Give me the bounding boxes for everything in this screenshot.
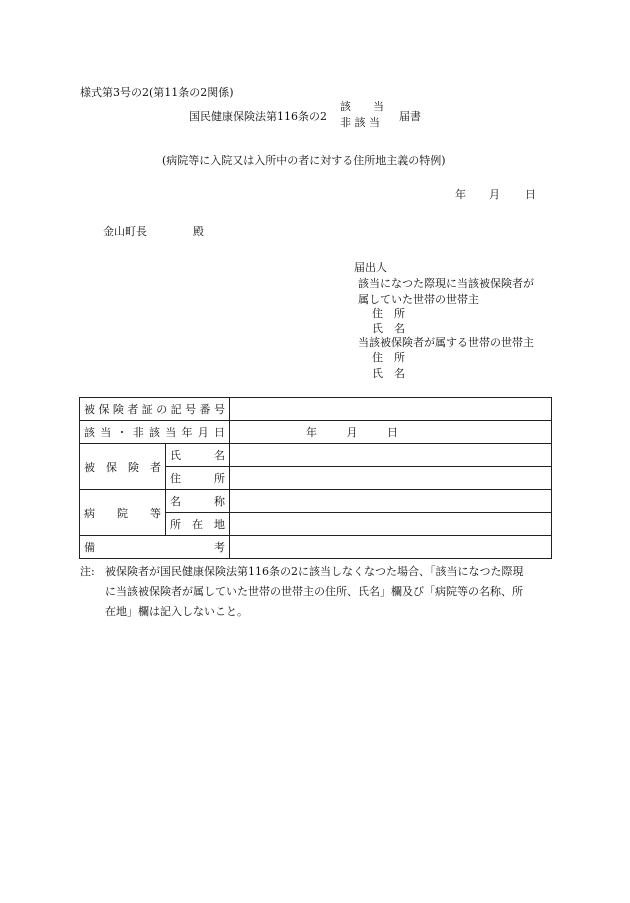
- hospital-location-label-cell: [166, 513, 230, 536]
- remarks-label-cell: [80, 536, 230, 559]
- table-row: [80, 398, 552, 421]
- insurance-card-number-label: 被保険者証の記号番号: [84, 403, 225, 416]
- insured-address-input[interactable]: [230, 467, 552, 490]
- form-table: [79, 397, 552, 559]
- note-label: 注:: [80, 565, 95, 578]
- insured-name-label: 氏 名: [170, 449, 225, 462]
- note-line-2: に当該被保険者が属していた世帯の世帯主の住所、氏名」欄及び「病院等の名称、所: [105, 585, 523, 598]
- hospital-name-label-cell: [166, 490, 230, 513]
- insured-name-input[interactable]: [230, 444, 552, 467]
- hospital-name-input[interactable]: [230, 490, 552, 513]
- applicant-group1-title-2: 属していた世帯の世帯主: [358, 293, 479, 306]
- insurance-card-number-label-cell: [80, 398, 230, 421]
- remarks-label: 備考: [84, 541, 225, 554]
- table-row: [80, 444, 552, 467]
- title-option-not-applicable: 非 該 当: [340, 116, 380, 129]
- form-title: 国民健康保険法第116条の2: [189, 110, 327, 123]
- hospital-name-label: 名 称: [170, 495, 225, 508]
- table-row: [80, 490, 552, 513]
- form-subtitle: (病院等に入院又は入所中の者に対する住所地主義の特例): [162, 154, 446, 167]
- applicant-group2-title: 当該被保険者が属する世帯の世帯主: [358, 336, 534, 349]
- insured-address-label-cell: [166, 467, 230, 490]
- applicable-date-month: 月: [346, 426, 358, 439]
- insured-name-label-cell: [166, 444, 230, 467]
- addressee-name: 金山町長: [103, 225, 147, 238]
- title-option-applicable: 該 当: [340, 100, 384, 113]
- remarks-input[interactable]: [230, 536, 552, 559]
- title-suffix: 届書: [399, 110, 421, 123]
- hospital-label-cell: [80, 490, 166, 536]
- insured-label-cell: [80, 444, 166, 490]
- table-row: [80, 536, 552, 559]
- applicant-group2-name-label: 氏 名: [372, 367, 405, 380]
- applicable-date-year: 年: [306, 426, 317, 439]
- hospital-location-label: 所在地: [170, 518, 225, 531]
- applicant-group1-address-label: 住 所: [372, 307, 405, 320]
- date-day: 日: [525, 188, 536, 201]
- date-month: 月: [489, 188, 500, 201]
- addressee-honorific: 殿: [193, 225, 204, 238]
- insured-address-label: 住 所: [170, 472, 225, 485]
- hospital-label: 病院等: [84, 506, 161, 520]
- applicant-group2-address-label: 住 所: [372, 351, 405, 364]
- applicant-group1-title: 該当になつた際現に当該被保険者が: [358, 277, 534, 290]
- applicable-date-label: 該当・非該当年月日: [84, 426, 225, 439]
- form-number: 様式第3号の2(第11条の2関係): [80, 86, 234, 99]
- date-year: 年: [455, 188, 466, 201]
- note-line-3: 在地」欄は記入しないこと。: [105, 605, 248, 618]
- insurance-card-number-input[interactable]: [230, 398, 552, 421]
- applicant-heading: 届出人: [354, 261, 387, 274]
- applicant-group1-name-label: 氏 名: [372, 322, 405, 335]
- hospital-location-input[interactable]: [230, 513, 552, 536]
- table-row: [80, 421, 552, 444]
- insured-label: 被保険者: [84, 460, 161, 474]
- applicable-date-label-cell: [80, 421, 230, 444]
- note-line-1: 被保険者が国民健康保険法第116条の2に該当しなくなつた場合、「該当になつた際現: [105, 565, 524, 578]
- applicable-date-input[interactable]: [230, 421, 552, 444]
- applicable-date-day: 日: [387, 426, 398, 439]
